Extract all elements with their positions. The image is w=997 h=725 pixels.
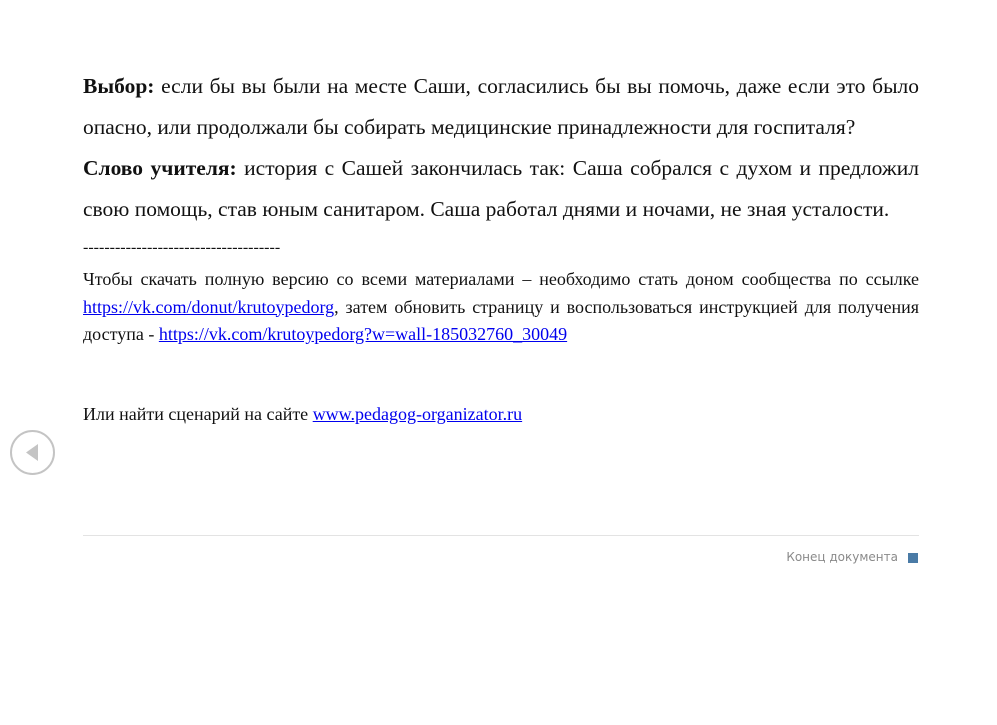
download-note: [83, 266, 919, 349]
document-body: [83, 66, 919, 428]
teacher-paragraph: [83, 148, 919, 230]
teacher-text: история с Сашей закончилась так: Саша собрался с духом и предложил свою помощь, став юным санитаром. Саша работал днями и ночами, не зная усталости.: [83, 156, 919, 221]
choice-paragraph: [83, 66, 919, 148]
previous-page-button[interactable]: [10, 430, 55, 475]
choice-label: Выбор:: [83, 74, 155, 98]
teacher-label: Слово учителя:: [83, 156, 237, 180]
site-link[interactable]: www.pedagog-organizator.ru: [312, 403, 523, 424]
donut-link[interactable]: https://vk.com/donut/krutoypedorg: [83, 296, 335, 317]
footer-divider: [83, 535, 919, 536]
end-of-document-label: Конец документа: [786, 550, 898, 564]
dashed-separator: -------------------------------------: [83, 239, 281, 256]
wall-post-link[interactable]: https://vk.com/krutoypedorg?w=wall-185032760_30049: [158, 324, 568, 344]
end-marker-square-icon: [908, 553, 918, 563]
choice-text: если бы вы были на месте Саши, согласились бы вы помочь, даже если это было опасно, или продолжали бы собирать медицинские принадлежности для госпиталя?: [83, 74, 919, 139]
play-left-icon: [12, 432, 53, 473]
site-line-text: Или найти сценарий на сайте: [83, 403, 313, 424]
site-line: [83, 401, 919, 429]
download-note-text-2: , затем обновить страницу и воспользоваться инструкцией для получения доступа -: [83, 296, 919, 344]
download-note-text-1: Чтобы скачать полную версию со всеми материалами – необходимо стать доном сообщества по ссылке: [83, 269, 919, 289]
